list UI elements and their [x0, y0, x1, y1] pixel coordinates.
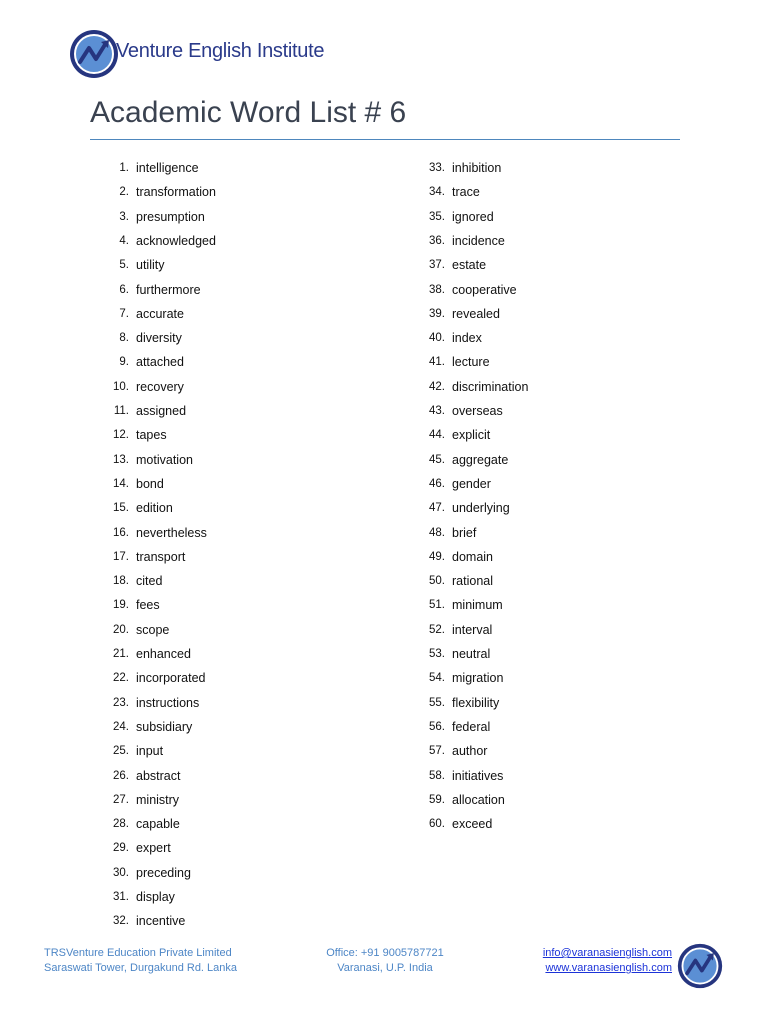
list-item-word: motivation — [136, 452, 193, 467]
list-item — [119, 352, 184, 372]
list-item-word: explicit — [452, 428, 491, 443]
list-item-word: utility — [136, 258, 165, 273]
list-item-number: 5. — [119, 259, 129, 272]
list-item-number: 31. — [113, 891, 129, 903]
list-item — [113, 620, 170, 640]
list-item-number: 17. — [113, 550, 129, 563]
list-item-word: lecture — [452, 355, 490, 370]
list-item-number: 11. — [113, 405, 129, 417]
list-item-number: 38. — [429, 283, 445, 296]
list-item — [113, 838, 171, 858]
list-item-number: 37. — [429, 259, 445, 272]
list-item-number: 54. — [429, 672, 445, 685]
list-item-word: transport — [136, 549, 186, 564]
list-item-number: 39. — [429, 307, 445, 320]
list-item-number: 40. — [429, 332, 445, 345]
list-item-word: scope — [136, 622, 170, 637]
list-item-word: furthermore — [136, 282, 201, 297]
list-item-word: incentive — [136, 914, 186, 929]
list-item-number: 55. — [429, 696, 445, 709]
footer-phone: Office: +91 9005787721 — [326, 947, 444, 959]
list-item-number: 4. — [119, 234, 129, 247]
list-item — [429, 158, 502, 178]
list-item — [429, 231, 505, 251]
list-item-number: 48. — [429, 526, 445, 539]
list-item — [113, 668, 206, 688]
list-item-number: 12. — [113, 429, 129, 442]
list-item-word: rational — [452, 574, 493, 589]
list-item-word: diversity — [136, 331, 182, 346]
list-item — [429, 693, 500, 713]
list-item-word: discrimination — [452, 379, 529, 394]
list-item-word: display — [136, 890, 175, 904]
list-item-number: 26. — [113, 769, 129, 782]
list-item — [113, 401, 187, 421]
list-item — [113, 717, 193, 737]
list-item-word: interval — [452, 622, 493, 637]
list-item — [429, 328, 482, 348]
list-item-word: preceding — [136, 865, 191, 880]
list-item-number: 50. — [429, 575, 445, 588]
list-item-word: incidence — [452, 233, 505, 248]
list-item-number: 25. — [113, 745, 129, 758]
list-item — [113, 887, 175, 907]
list-item-number: 56. — [429, 720, 445, 733]
list-item-number: 58. — [429, 769, 445, 782]
list-item-number: 10. — [113, 380, 129, 393]
list-item — [429, 668, 504, 688]
list-item-word: nevertheless — [136, 525, 207, 540]
list-item-word: trace — [452, 185, 480, 200]
list-item-number: 7. — [119, 307, 129, 320]
list-item-word: estate — [452, 258, 487, 273]
list-item-number: 13. — [113, 453, 129, 466]
list-item-word: assigned — [136, 404, 187, 418]
list-item-number: 47. — [429, 502, 445, 515]
list-item-number: 19. — [113, 599, 129, 612]
list-item-word: underlying — [452, 501, 510, 516]
list-item — [113, 498, 173, 518]
list-item-number: 51. — [429, 599, 445, 612]
list-item — [113, 377, 184, 397]
list-item — [429, 280, 517, 300]
list-item — [429, 401, 503, 421]
list-item-word: exceed — [452, 817, 493, 832]
list-item-word: revealed — [452, 306, 500, 321]
list-item-number: 36. — [429, 234, 445, 247]
list-item-word: ministry — [136, 792, 180, 807]
list-item-word: abstract — [136, 768, 181, 783]
list-item — [429, 814, 493, 834]
list-item-number: 24. — [113, 720, 129, 733]
list-item-word: fees — [136, 598, 160, 613]
list-item-word: acknowledged — [136, 233, 216, 248]
list-item-number: 14. — [113, 477, 129, 490]
list-item — [113, 595, 160, 615]
list-item — [429, 547, 493, 567]
list-item-number: 43. — [429, 405, 445, 417]
list-item-number: 20. — [113, 623, 129, 636]
list-item — [113, 474, 164, 494]
list-item-number: 18. — [113, 575, 129, 588]
list-item-number: 49. — [429, 550, 445, 563]
list-item-number: 53. — [429, 648, 445, 660]
list-item-number: 35. — [429, 210, 445, 223]
list-item-word: intelligence — [136, 161, 199, 175]
list-item-word: neutral — [452, 647, 491, 661]
list-item — [429, 523, 477, 543]
list-item-word: incorporated — [136, 671, 206, 686]
list-item-word: subsidiary — [136, 719, 193, 734]
list-item-number: 30. — [113, 866, 129, 879]
footer-logo-icon — [676, 942, 724, 990]
list-item-word: expert — [136, 841, 171, 856]
page-title: Academic Word List # 6 — [90, 96, 407, 129]
list-item — [429, 620, 493, 640]
list-item-word: aggregate — [452, 452, 509, 467]
list-item-word: federal — [452, 719, 491, 734]
list-item — [113, 547, 186, 567]
list-item — [113, 523, 207, 543]
list-item — [429, 474, 491, 494]
footer-city: Varanasi, U.P. India — [337, 962, 433, 974]
list-item — [429, 498, 510, 518]
list-item-word: edition — [136, 501, 173, 516]
list-item-word: cited — [136, 574, 163, 589]
list-item-word: input — [136, 744, 164, 759]
list-item-number: 59. — [429, 793, 445, 806]
list-item-word: enhanced — [136, 647, 191, 661]
list-item-number: 8. — [119, 332, 129, 345]
list-item — [429, 595, 503, 615]
list-item — [429, 766, 504, 786]
list-item-number: 22. — [113, 672, 129, 685]
list-item — [119, 255, 165, 275]
list-item-word: inhibition — [452, 161, 502, 175]
footer-company-block — [44, 946, 237, 976]
list-item — [429, 644, 491, 664]
list-item-number: 15. — [113, 502, 129, 515]
list-item — [113, 911, 186, 931]
list-item-word: attached — [136, 355, 184, 370]
list-item — [113, 571, 163, 591]
list-item-number: 29. — [113, 842, 129, 855]
list-item — [429, 450, 509, 470]
list-item-word: recovery — [136, 379, 184, 394]
org-name: Venture English Institute — [116, 40, 325, 62]
list-item-word: domain — [452, 549, 493, 564]
list-item-word: cooperative — [452, 282, 517, 297]
list-item-number: 2. — [119, 186, 129, 199]
list-item — [429, 255, 487, 275]
list-item-number: 6. — [119, 283, 129, 296]
list-item-number: 32. — [113, 915, 129, 928]
list-item-word: migration — [452, 671, 504, 686]
logo-icon — [68, 28, 120, 80]
list-item — [429, 717, 491, 737]
list-item-number: 41. — [429, 356, 445, 369]
list-item — [113, 863, 191, 883]
list-item — [429, 182, 480, 202]
list-item-word: minimum — [452, 598, 503, 613]
list-item-number: 3. — [119, 210, 129, 223]
website-link[interactable]: www.varanasienglish.com — [545, 962, 672, 974]
list-item-number: 60. — [429, 818, 445, 831]
list-item — [429, 377, 529, 397]
list-item — [113, 766, 181, 786]
list-item-number: 44. — [429, 429, 445, 442]
list-item-word: presumption — [136, 209, 205, 224]
list-item-number: 16. — [113, 526, 129, 539]
list-item-number: 23. — [113, 696, 129, 709]
list-item — [113, 693, 200, 713]
list-item-word: overseas — [452, 404, 503, 418]
list-item-number: 33. — [429, 162, 445, 174]
list-item-number: 9. — [119, 356, 129, 369]
list-item-number: 34. — [429, 186, 445, 199]
list-item — [429, 352, 490, 372]
list-item-number: 27. — [113, 793, 129, 806]
list-item-number: 1. — [119, 162, 129, 174]
list-item-number: 52. — [429, 623, 445, 636]
footer-company: TRSVenture Education Private Limited — [44, 947, 232, 959]
list-item-number: 45. — [429, 453, 445, 466]
list-item — [429, 741, 488, 761]
list-item — [429, 571, 493, 591]
list-item-word: capable — [136, 817, 180, 832]
list-item — [429, 790, 505, 810]
list-item-word: allocation — [452, 792, 505, 807]
footer-office-block — [310, 946, 460, 976]
list-item — [119, 158, 199, 178]
list-item-word: initiatives — [452, 768, 504, 783]
list-item-word: instructions — [136, 695, 200, 710]
list-item — [429, 425, 491, 445]
title-divider — [90, 139, 680, 140]
list-item — [113, 450, 193, 470]
list-item — [119, 304, 184, 324]
list-item — [119, 328, 182, 348]
list-item — [113, 425, 167, 445]
list-item — [429, 304, 500, 324]
list-item-number: 46. — [429, 477, 445, 490]
list-item-word: brief — [452, 525, 477, 540]
list-item-word: ignored — [452, 209, 494, 224]
footer-address: Saraswati Tower, Durgakund Rd. Lanka — [44, 962, 238, 974]
list-item-number: 42. — [429, 380, 445, 393]
list-item — [113, 790, 180, 810]
list-item-word: transformation — [136, 185, 216, 200]
footer-links-block — [543, 946, 672, 976]
list-item-word: accurate — [136, 306, 184, 321]
list-item-word: gender — [452, 476, 491, 491]
list-item — [113, 814, 180, 834]
email-link[interactable]: info@varanasienglish.com — [542, 947, 672, 959]
list-item — [119, 231, 216, 251]
list-item-number: 28. — [113, 818, 129, 831]
list-item — [119, 280, 201, 300]
list-item-word: tapes — [136, 428, 167, 443]
list-item-word: author — [452, 744, 488, 759]
list-item — [429, 207, 494, 227]
list-item — [119, 182, 216, 202]
list-item — [119, 207, 205, 227]
list-item-word: index — [452, 331, 482, 346]
list-item-word: flexibility — [452, 695, 500, 710]
list-item-word: bond — [136, 476, 164, 491]
list-item — [113, 644, 191, 664]
list-item-number: 21. — [113, 648, 129, 660]
list-item — [113, 741, 164, 761]
list-item-number: 57. — [429, 745, 445, 758]
